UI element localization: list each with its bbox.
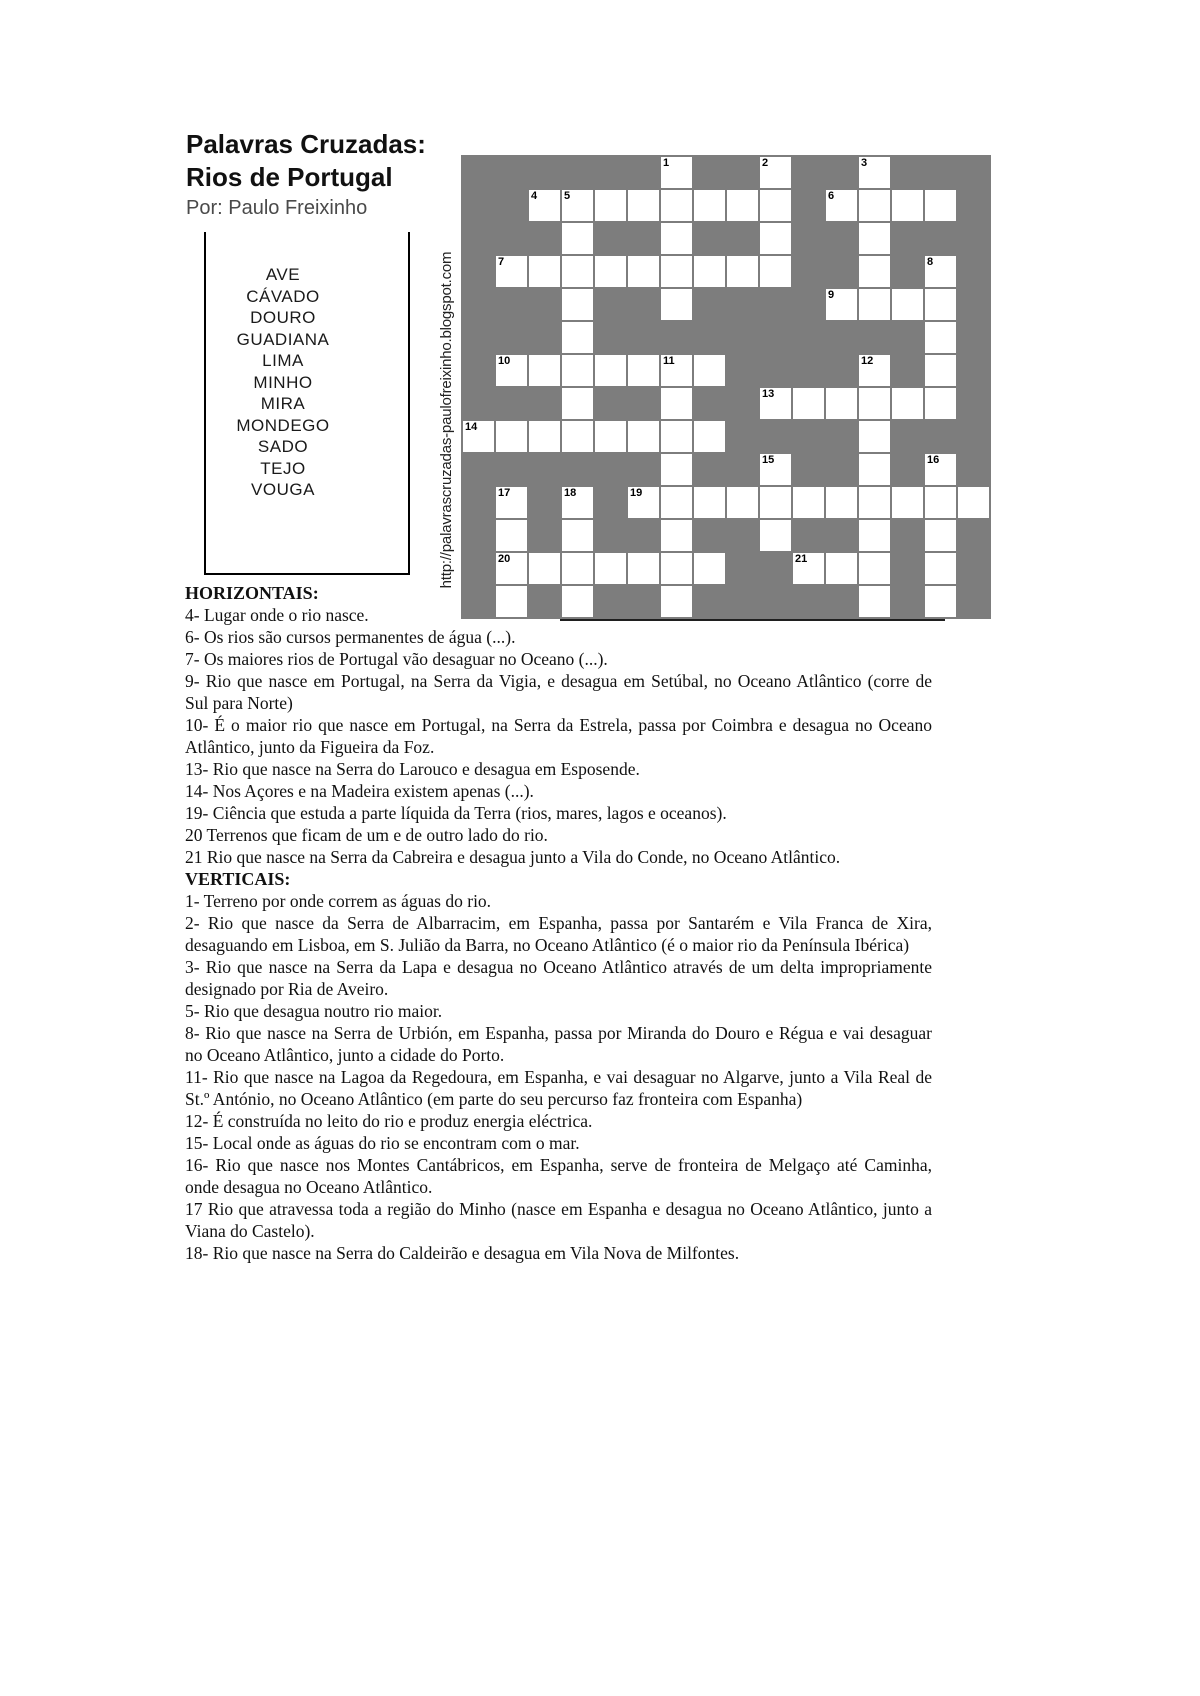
grid-cell [694,355,725,386]
grid-block [760,355,791,386]
grid-cell [925,388,956,419]
grid-block [463,289,494,320]
grid-cell [628,421,659,452]
grid-cell [793,388,824,419]
grid-cell [595,256,626,287]
grid-block [727,520,758,551]
grid-cell [760,190,791,221]
grid-block [892,256,923,287]
grid-cell [925,454,956,485]
grid-cell [628,190,659,221]
grid-block [496,223,527,254]
grid-block [562,157,593,188]
grid-cell [496,355,527,386]
grid-cell [859,553,890,584]
grid-cell [925,289,956,320]
grid-cell [562,190,593,221]
grid-cell [727,190,758,221]
grid-block [760,553,791,584]
crossword-grid [461,155,991,619]
word-list-item: MIRA [260,394,306,413]
grid-cell [826,388,857,419]
grid-block [958,421,989,452]
grid-cell [859,421,890,452]
clue-line: 16- Rio que nasce nos Montes Cantábricos, em Espanha, serve de fronteira de Melgaço até Caminha, [185,1155,932,1175]
grid-block [892,454,923,485]
grid-cell [661,223,692,254]
grid-block [496,289,527,320]
grid-cell [859,157,890,188]
grid-cell [859,256,890,287]
grid-block [694,157,725,188]
grid-block [793,289,824,320]
grid-cell [859,355,890,386]
clue-line: Viana do Castelo). [185,1221,315,1241]
grid-block [826,256,857,287]
word-list-item: CÁVADO [246,286,320,306]
grid-cell-number: 5 [564,190,571,202]
grid-block [826,520,857,551]
grid-block [463,157,494,188]
grid-block [496,190,527,221]
grid-cell-number: 2 [762,157,769,169]
grid-cell [562,553,593,584]
clue-line: 3- Rio que nasce na Serra da Lapa e desagua no Oceano Atlântico através de um delta impropriamente [185,957,932,977]
grid-block [463,553,494,584]
grid-cell [496,487,527,518]
clue-line: 17 Rio que atravessa toda a região do Minho (nasce em Espanha e desagua no Oceano Atlântico, junto a [185,1199,932,1219]
grid-cell [925,520,956,551]
grid-block [628,388,659,419]
clue-line: 11- Rio que nasce na Lagoa da Regedoura, em Espanha, e vai desaguar no Algarve, junto a Vila Real de [185,1067,932,1087]
word-list-item: AVE [265,265,301,284]
grid-block [562,454,593,485]
grid-block [727,454,758,485]
grid-cell [562,322,593,353]
grid-cell-number: 9 [828,289,835,301]
grid-cell [529,256,560,287]
grid-block [595,520,626,551]
clues-section [185,582,932,1264]
grid-block [463,454,494,485]
grid-block [628,289,659,320]
clue-line: 20 Terrenos que ficam de um e de outro lado do rio. [185,825,548,845]
grid-cell [661,553,692,584]
clue-line: 5- Rio que desagua noutro rio maior. [185,1001,443,1021]
grid-cell [793,553,824,584]
grid-cell-number: 20 [498,553,511,565]
clue-line: 14- Nos Açores e na Madeira existem apenas (...). [185,781,534,801]
grid-cell-number: 12 [861,355,874,367]
grid-block [793,355,824,386]
word-list-item: SADO [257,437,309,456]
grid-cell [529,355,560,386]
page-title-line2: Rios de Portugal [186,162,393,192]
grid-cell [496,256,527,287]
grid-block [793,190,824,221]
grid-block [628,454,659,485]
grid-cell [562,223,593,254]
grid-block [628,223,659,254]
grid-block [595,322,626,353]
grid-cell [628,256,659,287]
grid-cell [496,520,527,551]
grid-block [496,322,527,353]
grid-cell [760,520,791,551]
grid-cell [826,553,857,584]
grid-cell [925,487,956,518]
grid-block [760,322,791,353]
grid-cell [892,487,923,518]
grid-cell [859,388,890,419]
grid-block [727,553,758,584]
clues-heading: HORIZONTAIS: [185,583,319,603]
grid-cell [793,487,824,518]
grid-cell [562,289,593,320]
grid-block [529,520,560,551]
clue-line: 2- Rio que nasce da Serra de Albarracim, em Espanha, passa por Santarém e Vila Franca de Xira, [185,913,932,933]
clue-line: designado por Ria de Aveiro. [185,979,389,999]
grid-cell [892,388,923,419]
clue-line: no Oceano Atlântico, junto a cidade do Porto. [185,1045,505,1065]
clue-line: 15- Local onde as águas do rio se encontram com o mar. [185,1133,580,1153]
grid-block [727,322,758,353]
grid-cell [529,190,560,221]
grid-block [694,520,725,551]
clue-line: 18- Rio que nasce na Serra do Caldeirão e desagua em Vila Nova de Milfontes. [185,1243,740,1263]
grid-cell [859,454,890,485]
grid-block [529,157,560,188]
grid-cell [760,388,791,419]
grid-cell-number: 18 [564,487,577,499]
clue-line: 10- É o maior rio que nasce em Portugal, na Serra da Estrela, passa por Coimbra e desagua no Oceano [185,715,932,735]
grid-cell [760,454,791,485]
grid-cell [661,454,692,485]
grid-cell-number: 19 [630,487,643,499]
clue-line: St.º António, no Oceano Atlântico (em parte do seu percurso faz fronteira com Espanha) [185,1089,803,1109]
grid-block [727,223,758,254]
grid-block [694,322,725,353]
grid-block [826,223,857,254]
grid-cell-number: 15 [762,454,775,466]
grid-block [793,322,824,353]
grid-block [826,421,857,452]
grid-block [694,289,725,320]
grid-cell [562,256,593,287]
grid-cell [925,190,956,221]
grid-block [496,388,527,419]
grid-cell [628,355,659,386]
word-list-item: GUADIANA [236,329,330,349]
grid-block [958,388,989,419]
grid-block [958,553,989,584]
clue-line: 4- Lugar onde o rio nasce. [185,605,369,625]
grid-cell [694,421,725,452]
grid-block [595,487,626,518]
grid-cell [694,256,725,287]
grid-block [958,223,989,254]
grid-cell-number: 16 [927,454,940,466]
clue-line: 7- Os maiores rios de Portugal vão desaguar no Oceano (...). [185,649,608,669]
clue-line: 19- Ciência que estuda a parte líquida da Terra (rios, mares, lagos e oceanos). [185,803,727,823]
grid-cell [628,487,659,518]
grid-block [595,157,626,188]
grid-block [529,487,560,518]
grid-block [793,157,824,188]
clue-line: 13- Rio que nasce na Serra do Larouco e desagua em Esposende. [185,759,640,779]
grid-cell [760,256,791,287]
grid-block [793,421,824,452]
grid-block [463,355,494,386]
grid-cell-number: 13 [762,388,775,400]
grid-block [793,454,824,485]
grid-cell [661,421,692,452]
byline: Por: Paulo Freixinho [186,197,368,219]
grid-block [628,520,659,551]
clue-line: Atlântico, junto da Figueira da Foz. [185,737,435,757]
grid-block [727,388,758,419]
clues-heading: VERTICAIS: [185,869,291,889]
grid-block [463,322,494,353]
clue-line: Sul para Norte) [185,693,293,713]
grid-cell [727,487,758,518]
grid-cell [694,487,725,518]
grid-cell [958,487,989,518]
grid-block [529,289,560,320]
word-list-item: MINHO [253,372,313,392]
clue-line: 8- Rio que nasce na Serra de Urbión, em Espanha, passa por Miranda do Douro e Régua e vai desaguar [185,1023,932,1043]
grid-block [463,388,494,419]
grid-cell [496,421,527,452]
clue-line: onde desagua no Oceano Atlântico. [185,1177,433,1197]
grid-block [529,388,560,419]
grid-cell-number: 3 [861,157,868,169]
grid-cell [859,520,890,551]
grid-cell [562,388,593,419]
grid-cell-number: 14 [465,421,478,433]
grid-cell [661,355,692,386]
grid-cell [661,256,692,287]
grid-block [958,256,989,287]
grid-cell [694,553,725,584]
grid-cell [859,289,890,320]
grid-cell [496,553,527,584]
grid-cell [661,157,692,188]
grid-block [694,223,725,254]
grid-block [463,223,494,254]
grid-block [826,454,857,485]
grid-block [958,454,989,485]
grid-block [595,388,626,419]
clue-line: 9- Rio que nasce em Portugal, na Serra da Vigia, e desagua em Setúbal, no Oceano Atlântico (corre de [185,671,932,691]
grid-cell [595,190,626,221]
grid-cell [595,355,626,386]
grid-block [793,520,824,551]
grid-block [463,256,494,287]
grid-cell [661,190,692,221]
grid-cell [892,289,923,320]
grid-block [727,355,758,386]
clue-line: 6- Os rios são cursos permanentes de água (...). [185,627,516,647]
grid-cell-number: 7 [498,256,505,268]
grid-block [892,553,923,584]
grid-cell [562,421,593,452]
grid-cell [859,190,890,221]
grid-block [727,157,758,188]
grid-cell [925,322,956,353]
grid-block [628,322,659,353]
grid-block [529,223,560,254]
word-list-item: TEJO [260,458,306,478]
grid-cell [661,487,692,518]
grid-block [859,322,890,353]
grid-block [958,322,989,353]
grid-cell-number: 21 [795,553,808,565]
grid-block [958,586,989,617]
grid-block [628,157,659,188]
grid-block [595,289,626,320]
grid-cell [661,289,692,320]
grid-block [892,223,923,254]
page-title-line1: Palavras Cruzadas: [186,129,426,159]
grid-cell [892,190,923,221]
grid-block [925,223,956,254]
grid-block [595,454,626,485]
grid-cell [595,553,626,584]
grid-cell-number: 4 [531,190,538,202]
word-list-item: DOURO [250,308,316,327]
grid-cell [529,553,560,584]
word-list-item: LIMA [262,351,304,370]
grid-cell-number: 6 [828,190,835,202]
grid-cell [595,421,626,452]
grid-cell [925,256,956,287]
clue-line: 12- É construída no leito do rio e produz energia eléctrica. [185,1111,593,1131]
word-list-item: MONDEGO [236,415,330,435]
grid-block [958,289,989,320]
grid-block [760,289,791,320]
grid-block [925,421,956,452]
word-list [204,264,362,501]
clue-line: 21 Rio que nasce na Serra da Cabreira e desagua junto a Vila do Conde, no Oceano Atlântico. [185,847,841,867]
grid-cell [826,289,857,320]
grid-cell [760,157,791,188]
grid-cell [661,520,692,551]
grid-cell-number: 10 [498,355,511,367]
grid-block [760,421,791,452]
grid-block [463,520,494,551]
grid-block [925,157,956,188]
grid-block [793,223,824,254]
grid-block [958,190,989,221]
grid-cell-number: 11 [663,355,675,367]
grid-block [463,190,494,221]
grid-cell [925,553,956,584]
grid-cell [727,256,758,287]
grid-block [727,289,758,320]
grid-block [826,355,857,386]
grid-cell [661,388,692,419]
grid-cell [628,553,659,584]
grid-cell [760,487,791,518]
clue-line: 1- Terreno por onde correm as águas do rio. [185,891,492,911]
grid-block [529,322,560,353]
grid-block [595,223,626,254]
grid-cell [529,421,560,452]
clue-line: desaguando em Lisboa, em S. Julião da Barra, no Oceano Atlântico (é o maior rio da Península Ibérica) [185,935,910,955]
grid-block [463,487,494,518]
grid-block [727,421,758,452]
grid-cell-number: 17 [498,487,511,499]
grid-block [892,355,923,386]
grid-cell [694,190,725,221]
grid-block [694,454,725,485]
grid-block [496,454,527,485]
grid-block [661,322,692,353]
grid-cell [826,190,857,221]
grid-block [892,157,923,188]
grid-cell-number: 1 [663,157,670,169]
grid-block [958,355,989,386]
page-title [186,128,426,194]
grid-cell [463,421,494,452]
grid-block [958,520,989,551]
grid-cell [925,355,956,386]
blog-url-vertical-text: http://palavrascruzadas-paulofreixinho.blogspot.com [438,251,455,589]
grid-cell [562,520,593,551]
grid-block [793,256,824,287]
grid-block [892,322,923,353]
grid-block [496,157,527,188]
grid-cell [859,223,890,254]
grid-cell [760,223,791,254]
grid-block [694,388,725,419]
grid-block [826,322,857,353]
grid-block [958,157,989,188]
grid-block [826,157,857,188]
grid-cell [562,355,593,386]
grid-cell [826,487,857,518]
grid-cell-number: 8 [927,256,934,268]
grid-cell [562,487,593,518]
grid-block [892,520,923,551]
grid-cell [859,487,890,518]
grid-block [892,421,923,452]
word-list-item: VOUGA [251,480,315,499]
grid-block [529,454,560,485]
